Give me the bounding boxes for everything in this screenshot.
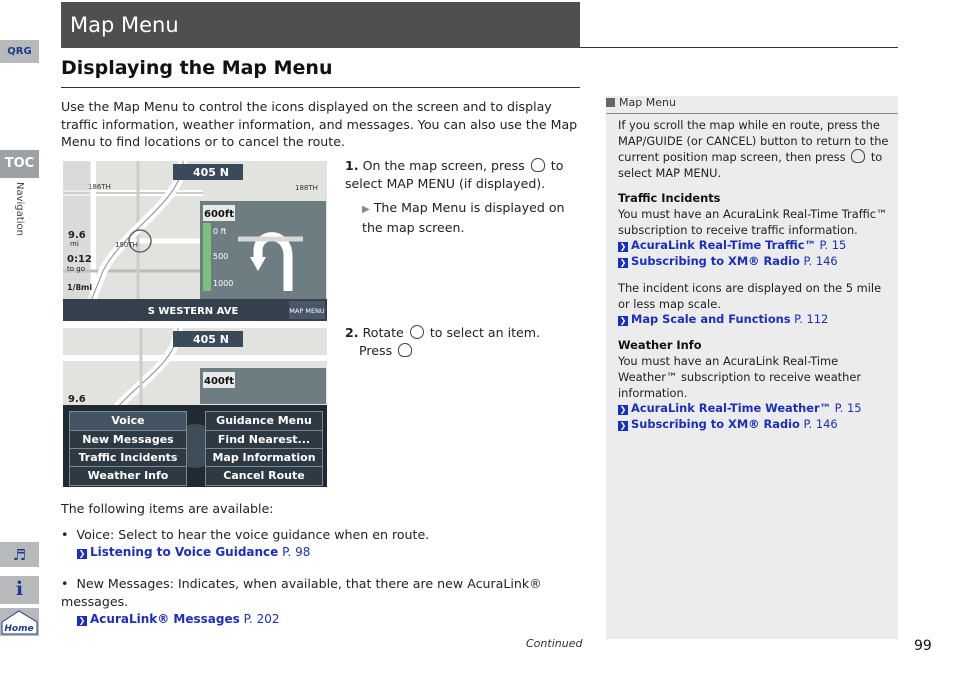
step-text: Rotate [362, 325, 404, 340]
home-icon [0, 608, 39, 636]
street-label: 186TH [88, 183, 111, 191]
bullet-dot: • [61, 527, 69, 542]
step-1-result [362, 199, 577, 236]
link-map-scale-functions[interactable] [618, 312, 828, 326]
title-rule [580, 47, 898, 48]
map-screen-graphic [63, 161, 327, 321]
link-listening-voice-guidance[interactable] [77, 545, 310, 559]
weather-info-heading: Weather Info [618, 338, 702, 352]
traffic-incidents-text: You must have an AcuraLink Real-Time Traffic™ subscription to receive traffic information. [618, 207, 888, 237]
link-text: AcuraLink Real-Time Weather™ [631, 401, 832, 415]
sidebar-paragraph-scroll [618, 117, 890, 181]
link-arrow-icon: ❯ [619, 242, 627, 251]
bullet-voice [61, 526, 581, 544]
step-text: (if displayed). [459, 175, 546, 191]
menu-label: MAP MENU [655, 166, 718, 180]
interface-dial-press-icon [531, 158, 545, 172]
step-text: Press [359, 342, 393, 358]
sidebar-text: . [717, 166, 722, 180]
incident-icons-text: The incident icons are displayed on the 5 mile or less map scale. [618, 281, 882, 311]
bullet-text: Indicates, when available, that there are new AcuraLink® messages. [61, 576, 542, 609]
step-2 [345, 324, 580, 359]
title-bar [61, 2, 580, 48]
menu-item-new-messages[interactable]: New Messages [69, 430, 187, 450]
current-street: S WESTERN AVE [147, 306, 239, 317]
link-arrow-icon: ❯ [78, 549, 86, 558]
bullet-term: Voice: [76, 527, 115, 542]
distance-unit: mi [70, 240, 79, 248]
link-page: P. 146 [803, 254, 838, 268]
step-number: 2. [345, 325, 359, 340]
menu-item-traffic-incidents[interactable]: Traffic Incidents [69, 448, 187, 468]
next-turn-distance: 600ft [203, 209, 235, 220]
bar-label: 0 ft [213, 227, 227, 236]
items-available-text: The following items are available: [61, 501, 274, 516]
bullet-new-messages [61, 575, 561, 610]
info-icon: i [15, 578, 24, 600]
link-text: Listening to Voice Guidance [90, 545, 279, 559]
menu-item-guidance-menu[interactable]: Guidance Menu [205, 411, 323, 431]
home-tab[interactable] [0, 608, 39, 636]
link-arrow-icon: ❯ [78, 616, 86, 625]
step-text: to select an item. [429, 325, 541, 340]
sidebar-text: to select [618, 150, 883, 180]
distance-value: 9.6 [68, 394, 86, 405]
weather-info-text: You must have an AcuraLink Real-Time Weather™ subscription to receive weather information. [618, 354, 862, 400]
link-realtime-traffic[interactable] [618, 238, 846, 252]
link-page: P. 112 [794, 312, 829, 326]
menu-label: MAP MENU [386, 175, 455, 191]
intro-paragraph: Use the Map Menu to control the icons displayed on the screen and to display traffic information, weather information, and messages. You can also use the Map Menu to find locations or to cancel the route. [61, 99, 578, 149]
bar-label: 1000 [213, 279, 234, 288]
section-rule [61, 87, 580, 88]
page-number: 99 [914, 638, 932, 654]
sidebar-heading [606, 96, 898, 113]
link-realtime-weather[interactable] [618, 401, 862, 415]
page-title: Map Menu [70, 13, 179, 37]
bullet-text: Select to hear the voice guidance when en route. [118, 527, 430, 542]
qrg-tab[interactable]: QRG [0, 40, 39, 63]
distance-value: 9.6 [68, 230, 86, 241]
continued-label: Continued [526, 637, 583, 650]
link-text: AcuraLink® Messages [90, 612, 240, 626]
voice-command-icon: ♬ [12, 546, 27, 564]
link-text: Subscribing to XM® Radio [631, 254, 800, 268]
result-arrow-icon: ▶ [362, 204, 370, 215]
link-arrow-icon: ❯ [619, 316, 627, 325]
bullet-term: New Messages: [76, 576, 174, 591]
map-scale: 1/8mi [67, 283, 93, 292]
link-arrow-icon: ❯ [619, 421, 627, 430]
step-number: 1. [345, 158, 359, 173]
step-text: to select [345, 158, 564, 191]
toc-tab[interactable]: TOC [0, 150, 39, 178]
sidebar-text: If you scroll the map while en route, press the MAP/GUIDE (or CANCEL) button to return to the current position map screen, then press [618, 118, 889, 164]
menu-item-find-nearest[interactable]: Find Nearest... [205, 430, 323, 450]
link-text: AcuraLink Real-Time Traffic™ [631, 238, 816, 252]
next-turn-distance: 400ft [203, 376, 235, 387]
menu-item-voice[interactable]: Voice [69, 411, 187, 431]
step-1 [345, 157, 580, 192]
time-unit: to go [67, 265, 85, 273]
voice-command-tab[interactable] [0, 542, 39, 567]
menu-item-map-information[interactable]: Map Information [205, 448, 323, 468]
menu-item-cancel-route[interactable]: Cancel Route [205, 466, 323, 486]
step-result-text: The Map Menu is displayed on the map screen. [362, 200, 565, 235]
sidebar-heading-rule [606, 113, 898, 114]
link-text: Subscribing to XM® Radio [631, 417, 800, 431]
map-menu-screen-image [63, 328, 327, 487]
home-label: Home [4, 624, 34, 634]
time-value: 0:12 [67, 254, 92, 265]
link-page: P. 15 [819, 238, 847, 252]
traffic-incidents-heading: Traffic Incidents [618, 191, 721, 205]
step-text: On the map screen, press [362, 158, 525, 173]
link-arrow-icon: ❯ [619, 405, 627, 414]
interface-dial-press-icon [851, 149, 865, 163]
link-page: P. 146 [803, 417, 838, 431]
bar-label: 500 [213, 252, 229, 261]
link-arrow-icon: ❯ [619, 258, 627, 267]
link-subscribing-xm-radio[interactable] [618, 417, 838, 431]
map-screen-image [63, 161, 327, 321]
bullet-dot: • [61, 576, 69, 591]
link-page: P. 202 [243, 612, 280, 626]
route-label: 405 N [193, 166, 229, 179]
street-label: 190TH [115, 241, 138, 249]
street-label: 188TH [295, 184, 318, 192]
interface-dial-press-icon [398, 343, 412, 357]
link-subscribing-xm-radio[interactable] [618, 254, 838, 268]
navigation-section-label: Navigation [14, 182, 25, 236]
link-page: P. 15 [834, 401, 862, 415]
section-heading: Displaying the Map Menu [61, 57, 333, 79]
info-tab[interactable] [0, 576, 39, 604]
link-acuralink-messages[interactable] [77, 612, 280, 626]
sidebar-heading-icon [606, 98, 615, 107]
sidebar-heading-text: Map Menu [619, 96, 676, 109]
menu-item-weather-info[interactable]: Weather Info [69, 466, 187, 486]
route-label: 405 N [193, 333, 229, 346]
interface-dial-rotate-icon [410, 325, 424, 339]
link-page: P. 98 [282, 545, 311, 559]
link-text: Map Scale and Functions [631, 312, 791, 326]
map-menu-soft-button: MAP MENU [289, 307, 325, 315]
